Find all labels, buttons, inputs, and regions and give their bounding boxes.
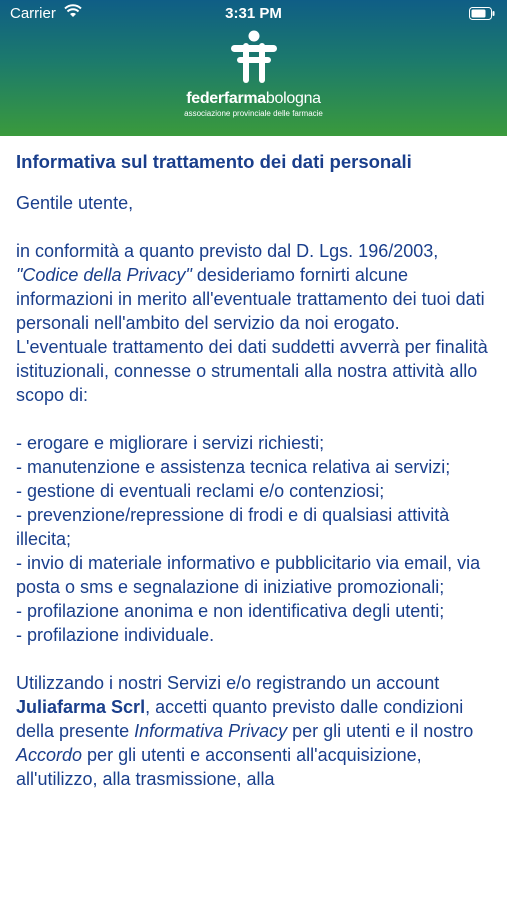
greeting: Gentile utente, (16, 193, 134, 213)
intro-text-1: in conformità a quanto previsto dal D. Lgs. 196/2003, (16, 241, 439, 261)
company-name: Juliafarma Scrl (16, 697, 146, 717)
federfarma-logo-icon (228, 30, 280, 88)
list-item: - prevenzione/repressione di frodi e di qualsiasi attività illecita; (16, 505, 450, 549)
privacy-code-name: "Codice della Privacy" (16, 265, 192, 285)
app-header (0, 0, 507, 136)
purpose-paragraph: L'eventuale trattamento dei dati suddetti avverrà per finalità istituzionali, connesse o strumentali alla nostra attività allo scopo di: (16, 337, 488, 405)
list-item: - erogare e migliorare i servizi richiesti; (16, 433, 325, 453)
list-item: - invio di materiale informativo e pubblicitario via email, via posta o sms e segnalazione di iniziative promozionali; (16, 553, 481, 597)
brand-name (0, 90, 507, 108)
privacy-policy-name: Informativa Privacy (134, 721, 288, 741)
battery-icon (469, 7, 495, 20)
list-item: - manutenzione e assistenza tecnica relativa ai servizi; (16, 457, 451, 477)
list-item: - profilazione individuale. (16, 625, 215, 645)
list-item: - gestione di eventuali reclami e/o contenziosi; (16, 481, 385, 501)
intro-text-2: desideriamo fornirti alcune informazioni in merito all'eventuale trattamento dei tuoi dati personali nell'ambito del servizio da noi erogato. (16, 265, 485, 333)
closing-text-3: per gli utenti e il nostro (287, 721, 474, 741)
brand-light: bologna (265, 90, 321, 107)
page-title: Informativa sul trattamento dei dati personali (16, 151, 412, 172)
list-item: - profilazione anonima e non identificativa degli utenti; (16, 601, 445, 621)
clock: 3:31 PM (225, 5, 282, 22)
agreement-name: Accordo (16, 745, 83, 765)
privacy-content (16, 150, 494, 791)
brand-tagline: associazione provinciale delle farmacie (184, 109, 323, 118)
purpose-list (16, 431, 494, 647)
carrier-label: Carrier (10, 5, 56, 22)
closing-text-2: , accetti quanto previsto dalle condizioni della presente (16, 697, 464, 741)
intro-paragraph (16, 239, 494, 335)
status-bar (0, 0, 507, 28)
closing-paragraph (16, 671, 494, 791)
brand-bold: federfarma (186, 90, 266, 107)
closing-text-4: per gli utenti e acconsenti all'acquisizione, all'utilizzo, alla trasmissione, alla (16, 745, 422, 789)
closing-text-1: Utilizzando i nostri Servizi e/o registrando un account (16, 673, 440, 693)
